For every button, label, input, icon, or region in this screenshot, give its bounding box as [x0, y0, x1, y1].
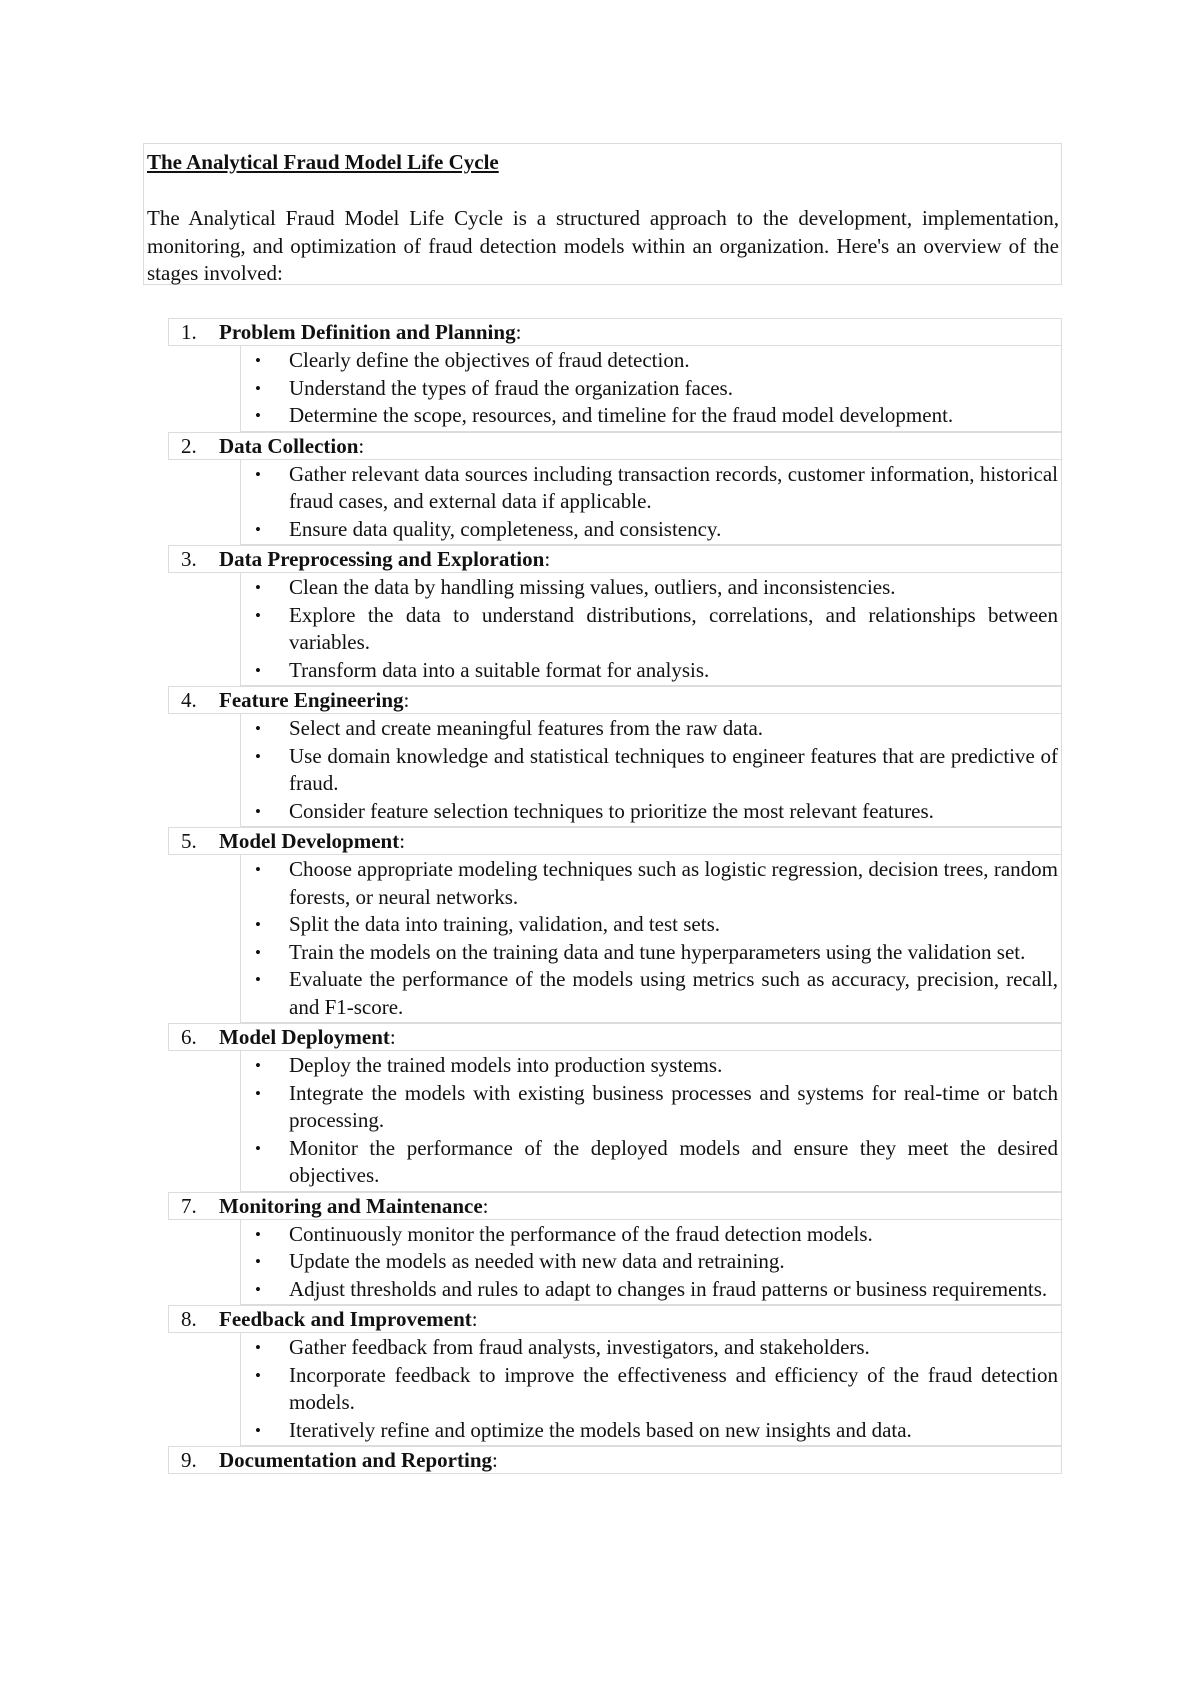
list-item [241, 1276, 1058, 1304]
stage-title-text: Model Development [219, 829, 400, 853]
stage-title-text: Feature Engineering [219, 688, 404, 712]
stage-title-text: Problem Definition and Planning [219, 320, 516, 344]
stage-heading [168, 1305, 1062, 1333]
stage-heading [168, 1023, 1062, 1051]
list-item [241, 402, 1058, 430]
stages-list [168, 318, 1062, 1474]
bullet-icon: • [255, 1056, 261, 1075]
stage-title [219, 687, 409, 713]
stage-number: 8. [181, 1307, 197, 1331]
stage-title-suffix: : [471, 1307, 478, 1331]
bullet-text: Evaluate the performance of the models using metrics such as accuracy, precision, recall, and F1-score. [289, 967, 1058, 1019]
stage-4 [168, 686, 1062, 827]
bullet-icon: • [255, 1224, 261, 1244]
stage-heading [168, 545, 1062, 573]
list-item [241, 798, 1058, 826]
stage-heading [168, 686, 1062, 714]
bullet-text: Gather feedback from fraud analysts, investigators, and stakeholders. [289, 1335, 870, 1359]
stage-bullets [240, 1333, 1062, 1446]
list-item [241, 574, 1058, 602]
stage-title [219, 319, 521, 345]
stage-number: 3. [181, 547, 197, 571]
stage-title-text: Data Preprocessing and Exploration [219, 547, 545, 571]
bullet-text: Train the models on the training data and tune hyperparameters using the validation set. [289, 939, 1026, 964]
bullet-text: Transform data into a suitable format for analysis. [289, 657, 710, 682]
bullet-icon: • [255, 378, 261, 398]
bullet-text: Select and create meaningful features from the raw data. [289, 716, 764, 740]
list-item [241, 347, 1058, 375]
bullet-text: Continuously monitor the performance of the fraud detection models. [289, 1221, 873, 1246]
stage-bullets [240, 573, 1062, 686]
list-item [241, 461, 1058, 516]
bullet-text: Determine the scope, resources, and timeline for the fraud model development. [289, 403, 954, 427]
stage-title [219, 1024, 396, 1050]
stage-number: 4. [181, 688, 197, 712]
list-item [241, 1362, 1058, 1417]
list-item [241, 1334, 1058, 1362]
stage-number: 5. [181, 829, 197, 853]
bullet-text: Understand the types of fraud the organization faces. [289, 375, 733, 400]
stage-title [219, 546, 550, 572]
bullet-icon: • [255, 746, 261, 766]
bullet-icon: • [255, 519, 261, 539]
stage-number: 9. [181, 1448, 197, 1472]
bullet-icon: • [255, 1420, 261, 1440]
list-item [241, 939, 1058, 967]
stage-title-text: Feedback and Improvement [219, 1307, 472, 1331]
stage-6 [168, 1023, 1062, 1192]
intro-block [143, 143, 1062, 285]
list-item [241, 966, 1058, 1021]
list-item [241, 1135, 1058, 1190]
bullet-text: Integrate the models with existing business processes and systems for real-time or batch processing. [289, 1080, 1058, 1132]
bullet-icon: • [255, 605, 261, 625]
bullet-icon: • [255, 578, 261, 597]
stage-title [219, 1193, 489, 1219]
stage-title-suffix: : [389, 1025, 396, 1049]
stage-number: 7. [181, 1193, 197, 1218]
list-item [241, 657, 1058, 685]
stage-9 [168, 1446, 1062, 1474]
stage-2 [168, 432, 1062, 546]
bullet-icon: • [255, 942, 261, 962]
stage-number: 6. [181, 1025, 197, 1049]
stage-title [219, 433, 364, 459]
stage-7 [168, 1192, 1062, 1306]
stage-bullets [240, 1051, 1062, 1192]
stage-title-text: Documentation and Reporting [219, 1448, 493, 1472]
stage-8 [168, 1305, 1062, 1446]
stage-bullets [240, 714, 1062, 827]
bullet-text: Ensure data quality, completeness, and consistency. [289, 516, 722, 541]
list-item [241, 856, 1058, 911]
bullet-text: Incorporate feedback to improve the effectiveness and efficiency of the fraud detection models. [289, 1362, 1058, 1414]
stage-title-text: Monitoring and Maintenance [219, 1193, 483, 1218]
bullet-text: Clearly define the objectives of fraud detection. [289, 348, 690, 372]
stage-heading [168, 432, 1062, 460]
stage-1 [168, 318, 1062, 432]
bullet-text: Gather relevant data sources including transaction records, customer information, historical fraud cases, and external data if applicable. [289, 461, 1058, 513]
stage-5 [168, 827, 1062, 1023]
document-title: The Analytical Fraud Model Life Cycle [147, 150, 499, 174]
stage-title-suffix: : [399, 829, 406, 853]
bullet-icon: • [255, 660, 261, 680]
list-item [241, 602, 1058, 657]
list-item [241, 715, 1058, 743]
bullet-text: Clean the data by handling missing values, outliers, and inconsistencies. [289, 575, 896, 599]
list-item [241, 1221, 1058, 1249]
bullet-text: Iteratively refine and optimize the models based on new insights and data. [289, 1417, 912, 1442]
stage-title-suffix: : [358, 433, 365, 458]
stage-bullets [240, 346, 1062, 432]
stage-title [219, 1306, 478, 1332]
list-item [241, 743, 1058, 798]
stage-bullets [240, 460, 1062, 546]
stage-number: 1. [181, 320, 197, 344]
bullet-text: Update the models as needed with new data and retraining. [289, 1249, 785, 1273]
bullet-icon: • [255, 351, 261, 370]
stage-heading [168, 318, 1062, 346]
bullet-text: Choose appropriate modeling techniques such as logistic regression, decision trees, random forests, or neural networks. [289, 857, 1058, 909]
bullet-icon: • [255, 1279, 261, 1299]
bullet-icon: • [255, 1338, 261, 1357]
bullet-icon: • [255, 1365, 261, 1385]
bullet-icon: • [255, 915, 261, 934]
stage-bullets [240, 1220, 1062, 1306]
stage-heading [168, 1446, 1062, 1474]
stage-title-suffix: : [515, 320, 522, 344]
bullet-text: Use domain knowledge and statistical techniques to engineer features that are predictive of fraud. [289, 743, 1058, 795]
bullet-icon: • [255, 1138, 261, 1158]
stage-heading [168, 1192, 1062, 1220]
list-item [241, 375, 1058, 403]
stage-title-suffix: : [492, 1448, 498, 1472]
bullet-text: Consider feature selection techniques to prioritize the most relevant features. [289, 798, 934, 823]
list-item [241, 516, 1058, 544]
stage-bullets [240, 855, 1062, 1023]
stage-title-text: Data Collection [219, 433, 359, 458]
stage-number: 2. [181, 433, 197, 458]
bullet-icon: • [255, 719, 261, 738]
stage-title-suffix: : [482, 1193, 489, 1218]
list-item [241, 911, 1058, 939]
intro-paragraph: The Analytical Fraud Model Life Cycle is a structured approach to the development, implementation, monitoring, and optimization of fraud detection models within an organization. Here's an overview of the stages involved: [147, 206, 1059, 285]
list-item [241, 1052, 1058, 1080]
bullet-icon: • [255, 464, 261, 484]
stage-title-suffix: : [403, 688, 410, 712]
stage-title-suffix: : [544, 547, 551, 571]
bullet-text: Explore the data to understand distributions, correlations, and relationships between variables. [289, 602, 1058, 654]
stage-title [219, 1447, 498, 1473]
list-item [241, 1080, 1058, 1135]
bullet-text: Split the data into training, validation, and test sets. [289, 912, 721, 936]
bullet-text: Monitor the performance of the deployed models and ensure they meet the desired objectives. [289, 1135, 1058, 1187]
stage-title [219, 828, 405, 854]
bullet-icon: • [255, 970, 261, 989]
bullet-text: Adjust thresholds and rules to adapt to changes in fraud patterns or business requirements. [289, 1276, 1048, 1301]
stage-heading [168, 827, 1062, 855]
bullet-icon: • [255, 1252, 261, 1271]
bullet-icon: • [255, 1083, 261, 1103]
bullet-icon: • [255, 860, 261, 879]
list-item [241, 1248, 1058, 1276]
bullet-icon: • [255, 801, 261, 821]
list-item [241, 1417, 1058, 1445]
stage-title-text: Model Deployment [219, 1025, 390, 1049]
stage-3 [168, 545, 1062, 686]
bullet-text: Deploy the trained models into production systems. [289, 1053, 723, 1077]
bullet-icon: • [255, 406, 261, 425]
